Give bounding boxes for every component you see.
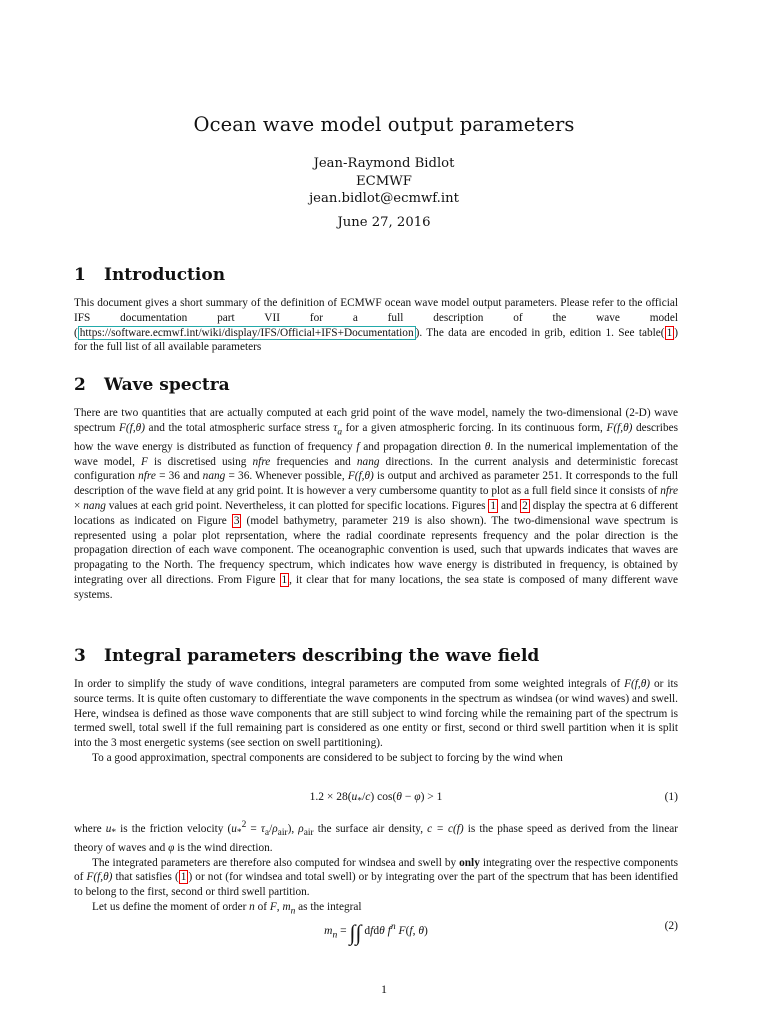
ifs-documentation-link[interactable]: https://software.ecmwf.int/wiki/display/IFS/Official+IFS+Documentation — [79, 326, 414, 339]
section-number: 1 — [74, 265, 86, 285]
section-heading-wave-spectra — [74, 375, 230, 395]
integral-parameters-paragraph: In order to simplify the study of wave conditions, integral parameters are computed from some weighted integrals of F(f,θ) or its source terms. It is quite often customary to differentiate the wave components in the spectrum as windsea (or wind waves) and swell. Here, windsea is defined as those wave components that are still subject to wind forcing while the remaining part of the spectrum is termed swell, total swell if the full remaining part is considered as one entity or first, second or third swell partition when it is split into the 3 most energetic systems (see section on swell partitioning). To a good approximation, spectral components are considered to be subject to forcing by the wind when — [74, 678, 678, 764]
equation-reference[interactable]: 1 — [180, 871, 187, 884]
page-number: 1 — [381, 982, 387, 996]
author-organization: ECMWF — [356, 173, 412, 189]
section-number: 2 — [74, 375, 86, 395]
paper-date: June 27, 2016 — [337, 215, 431, 230]
section-title: Wave spectra — [104, 375, 230, 395]
table-reference[interactable]: 1 — [666, 326, 673, 339]
section-title: Introduction — [104, 265, 226, 285]
figure-reference[interactable]: 2 — [522, 500, 528, 513]
section-heading-introduction — [74, 265, 225, 285]
section-heading-integral-parameters — [74, 646, 539, 666]
equation-expression: $1.2 \times 28(u_*/c) \cos(\theta - \varphi) > 1$ — [309, 791, 443, 807]
section-number: 3 — [74, 646, 86, 666]
equation-expression: $m_n$ = ∫∫ dfdθ $f^n$ F(f, θ) — [324, 920, 428, 945]
author-block — [0, 155, 768, 208]
section-title: Integral parameters describing the wave field — [104, 646, 540, 666]
paper-title: Ocean wave model output parameters — [193, 113, 575, 136]
figure-reference[interactable]: 1 — [490, 500, 497, 513]
figure-reference[interactable]: 3 — [233, 514, 240, 527]
author-email[interactable]: jean.bidlot@ecmwf.int — [309, 191, 459, 206]
equation-number: (1) — [664, 791, 678, 803]
wave-spectra-paragraph: There are two quantities that are actually computed at each grid point of the wave model, namely the two-dimensional (2-D) wave spectrum F(f,θ) and the total atmospheric surface stress $\tau_a$ for a given atmospheric forcing. In its continuous form, F(f,θ) describes how the wave energy is distributed as function of frequency f and propagation direction θ. In the numerical implementation of the wave model, F is discretised using nfre frequencies and nang directions. In the current analysis and deterministic forecast configuration nfre = 36 and nang = 36. Whenever possible, F(f,θ) is output and archived as parameter 251. It corresponds to the full description of the wave field at any grid point. It is however a very cumbersome quantity to plot as a full field since it consists of nfre × nang values at each grid point. Nevertheless, it can plotted for specific locations. Figures 1 and 2 display the spectra at 6 different locations as indicated on Figure 3 (model bathymetry, parameter 219 is also shown). The two-dimensional wave spectrum is represented using a polar plot reprsentation, where the radial coordinate represents frequency and the polar direction is the propagation direction of each wave component. The oceanographic convention is used, such that upwards indicates that waves are propagating to the North. The frequency spectrum, which indicates how wave energy is distributed in frequency, is obtained by integrating over all directions. From Figure 1 , it clear that for many locations, the sea state is composed of many different wave systems. — [74, 407, 679, 601]
introduction-paragraph: This document gives a short summary of the definition of ECMWF ocean wave model output parameters. Please refer to the official IFS documentation part VII for a full description of the wave model ( https://software.ecmwf.int/wiki/display/IFS/Official+IFS+Documentation ). The data are encoded in grib, edition 1. See table( 1 ) for the full list of all available parameters — [74, 297, 678, 354]
equation-number: (2) — [664, 920, 678, 932]
figure-reference[interactable]: 1 — [281, 574, 288, 587]
author-name: Jean-Raymond Bidlot — [313, 156, 455, 171]
wind-forcing-paragraph: where $u_*$ is the friction velocity $(u_*^2 = \tau_a/\rho_{air})$, $\rho_{air}$ the surface air density, c = c(f) is the phase speed as derived from the linear theory of waves and φ is the wind direction. The integrated parameters are therefore also computed for windsea and swell by only integrating over the respective components of F(f,θ) that satisfies ( 1 ) or not (for windsea and total swell) or by integrating over the part of the spectrum that has been identified to belong to the first, second or third swell partition. Let us define the moment of order n of F, $m_n$ as the integral — [74, 820, 678, 917]
